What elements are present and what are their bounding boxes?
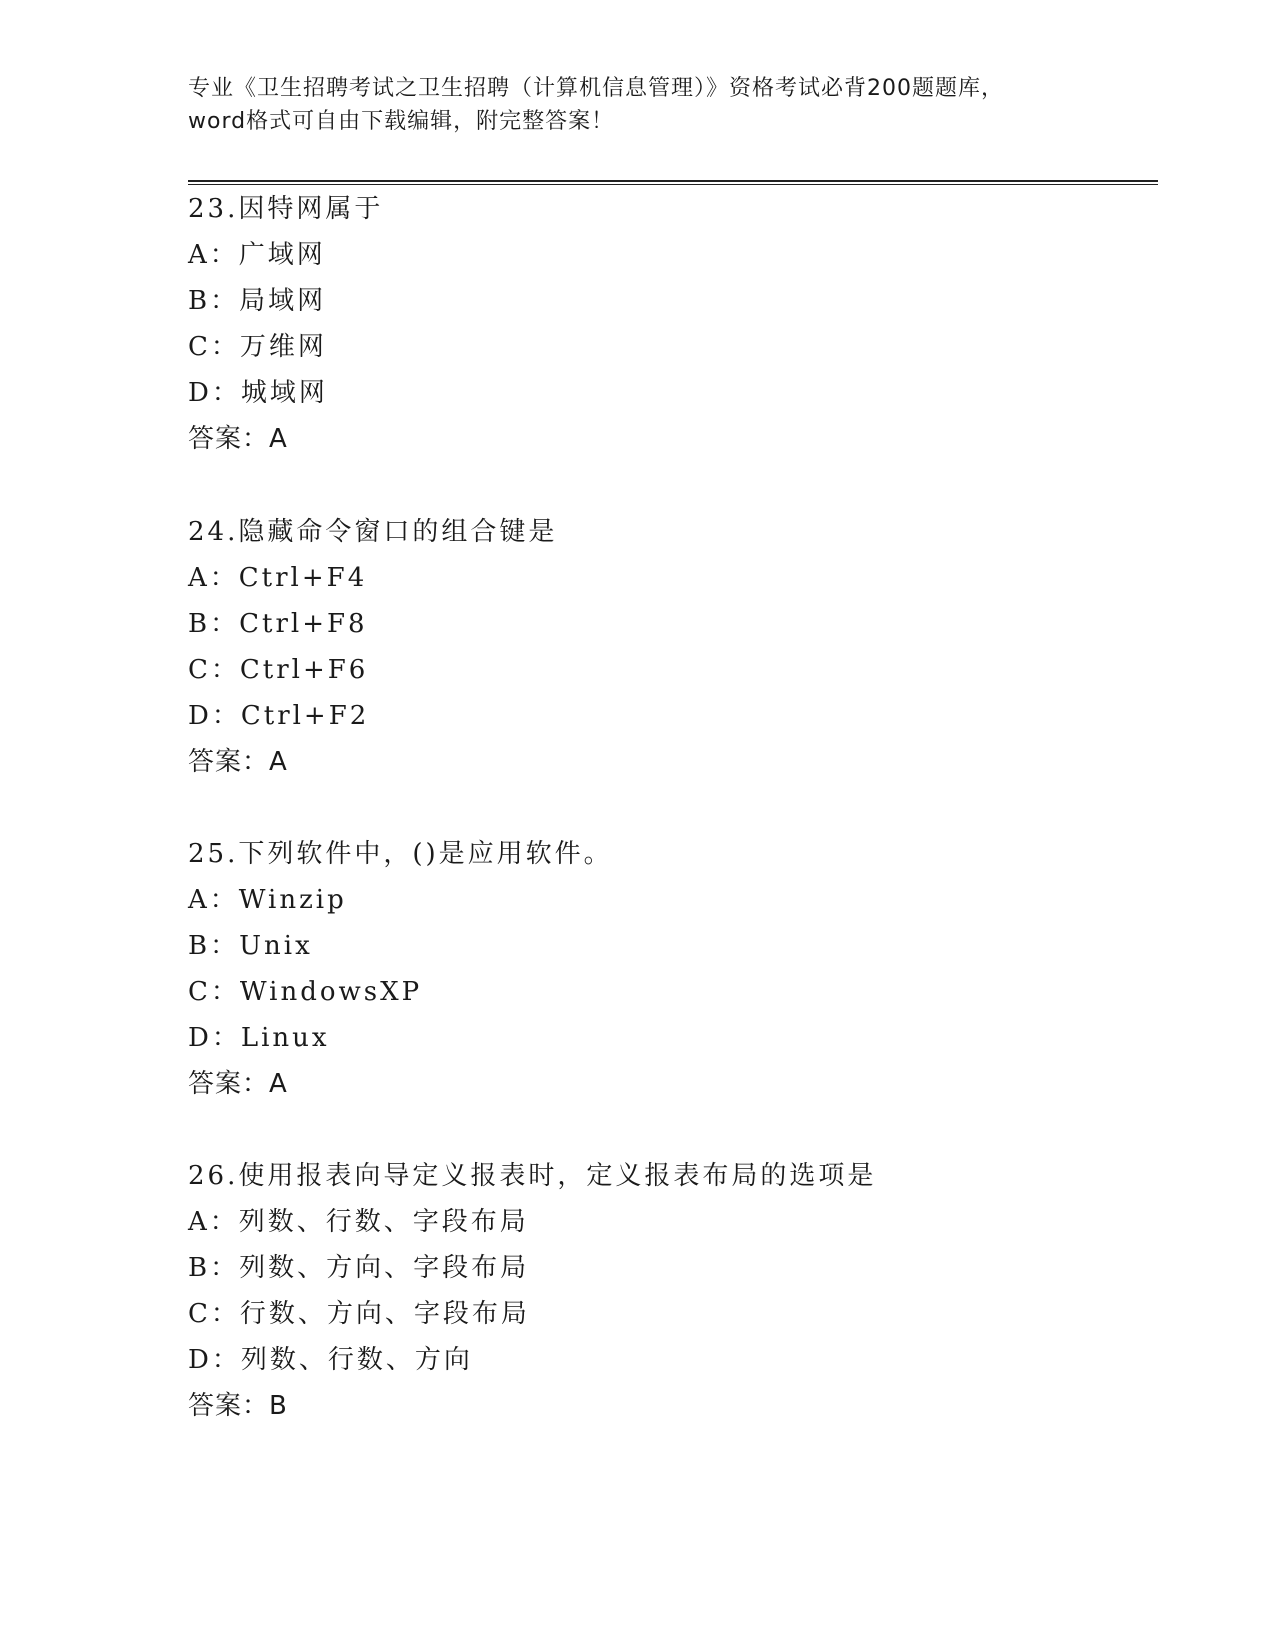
option-d: D：城域网 [188, 378, 328, 408]
option-d: D：Linux [188, 1023, 330, 1053]
document-header [188, 72, 1108, 138]
question-24 [188, 509, 1088, 785]
option-d: D：Ctrl+F2 [188, 701, 370, 731]
option-a: A：Winzip [188, 885, 347, 915]
question-25 [188, 831, 1088, 1107]
option-b: B：Unix [188, 931, 313, 961]
answer-line: 答案：A [188, 424, 288, 454]
option-c: C：Ctrl+F6 [188, 655, 369, 685]
option-c: C：行数、方向、字段布局 [188, 1299, 530, 1329]
option-c: C：WindowsXP [188, 977, 423, 1007]
answer-line: 答案：A [188, 747, 288, 777]
header-line-1: 专业《卫生招聘考试之卫生招聘（计算机信息管理）》资格考试必背200题题库， [188, 76, 1004, 101]
question-23 [188, 186, 1088, 462]
header-divider [188, 180, 1158, 185]
option-a: A：列数、行数、字段布局 [188, 1207, 529, 1237]
question-stem: 24.隐藏命令窗口的组合键是 [188, 517, 558, 547]
option-b: B：列数、方向、字段布局 [188, 1253, 530, 1283]
option-c: C：万维网 [188, 332, 327, 362]
question-stem: 26.使用报表向导定义报表时，定义报表布局的选项是 [188, 1161, 877, 1191]
header-line-2: word格式可自由下载编辑，附完整答案！ [188, 109, 615, 134]
option-b: B：局域网 [188, 286, 327, 316]
question-26 [188, 1153, 1088, 1429]
question-stem: 23.因特网属于 [188, 194, 384, 224]
option-a: A：Ctrl+F4 [188, 563, 368, 593]
question-stem: 25.下列软件中，()是应用软件。 [188, 839, 613, 869]
option-b: B：Ctrl+F8 [188, 609, 368, 639]
option-a: A：广域网 [188, 240, 326, 270]
option-d: D：列数、行数、方向 [188, 1345, 473, 1375]
answer-line: 答案：A [188, 1069, 288, 1099]
answer-line: 答案：B [188, 1391, 288, 1421]
